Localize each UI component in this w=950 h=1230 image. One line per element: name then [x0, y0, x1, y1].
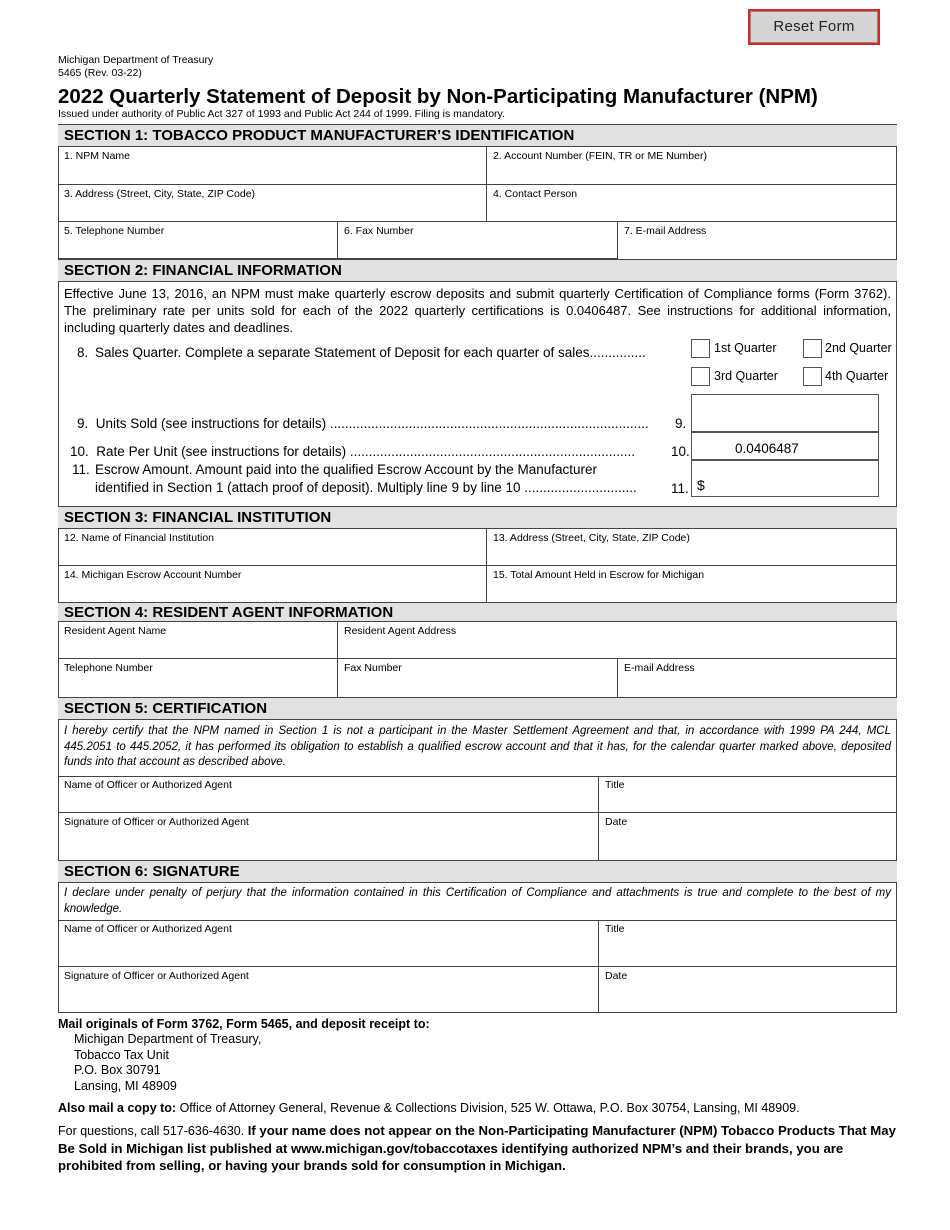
email-label: 7. E-mail Address [624, 225, 707, 237]
agent-phone-cell [58, 659, 338, 697]
mail-address-line3: P.O. Box 30791 [74, 1063, 161, 1077]
sig-title-input[interactable] [599, 934, 897, 966]
line9-row [77, 416, 665, 431]
agent-fax-cell [338, 659, 618, 697]
mail-address-line2: Tobacco Tax Unit [74, 1047, 169, 1062]
address-label: 3. Address (Street, City, State, ZIP Code) [64, 188, 256, 200]
sig-date-input[interactable] [599, 981, 897, 1013]
mail-address-line1: Michigan Department of Treasury, [74, 1032, 262, 1046]
sig-signature-cell [58, 967, 599, 1013]
signature-declaration: I declare under penalty of perjury that the information contained in this Certification of Compliance and attachments is true and complete to the best of my knowledge. [64, 887, 891, 915]
sig-title-cell [599, 920, 897, 967]
agency-name: Michigan Department of Treasury [58, 54, 214, 66]
mail-address-line4: Lansing, MI 48909 [74, 1078, 177, 1093]
address-cell [58, 185, 487, 222]
cert-title-cell [599, 776, 897, 813]
cert-officer-name-label: Name of Officer or Authorized Agent [64, 779, 232, 791]
cert-officer-name-cell [58, 776, 599, 813]
quarter-2-checkbox[interactable] [803, 339, 822, 358]
telephone-cell [58, 222, 338, 259]
agent-address-cell [338, 622, 897, 659]
units-sold-input[interactable] [691, 394, 879, 432]
sig-date-label: Date [605, 970, 628, 982]
line11-number: 11. [72, 462, 90, 477]
line8-text: Sales Quarter. Complete a separate Statement of Deposit for each quarter of sales............... [95, 345, 646, 360]
escrow-amount-input[interactable] [691, 460, 879, 497]
line10-ref: 10. [671, 444, 690, 459]
quarter-1-label: 1st Quarter [714, 341, 777, 355]
agent-fax-label: Fax Number [344, 662, 402, 674]
npm-list-warning: If your name does not appear on the Non-Participating Manufacturer (NPM) Tobacco Products That May Be Sold in Michigan list published at www.michigan.gov/tobaccotaxes identifying authorized NPM’s and their brands, you are prohibited from selling, or having your brands sold for consumption in Michigan. [58, 1123, 896, 1173]
fax-cell [338, 222, 618, 259]
email-input[interactable] [618, 236, 897, 259]
line11-ref: 11. [671, 481, 689, 496]
agent-email-input[interactable] [618, 673, 897, 697]
total-escrow-label: 15. Total Amount Held in Escrow for Michigan [493, 569, 705, 581]
certification-text: I hereby certify that the NPM named in Section 1 is not a participant in the Master Settlement Agreement and that, in accordance with 1999 PA 244, MCL 445.2051 to 445.2052, it has performed its obligation to establish a qualified escrow account and that it has, for the calendar quarter marked above, deposited funds into that account as described above. [64, 725, 891, 768]
sig-officer-name-cell [58, 920, 599, 967]
quarter-4-label: 4th Quarter [825, 369, 889, 383]
total-escrow-cell [487, 566, 897, 603]
fax-label: 6. Fax Number [344, 225, 414, 237]
mail-address [74, 1032, 261, 1094]
questions-phone: For questions, call 517-636-4630. [58, 1124, 248, 1138]
page-title: 2022 Quarterly Statement of Deposit by Non-Participating Manufacturer (NPM) [58, 85, 818, 108]
line11-text-b: identified in Section 1 (attach proof of deposit). Multiply line 9 by line 10 .............................. [95, 480, 637, 495]
agent-address-label: Resident Agent Address [344, 625, 457, 637]
agent-fax-input[interactable] [338, 673, 617, 697]
copy-mail-note [58, 1101, 800, 1117]
contact-person-input[interactable] [487, 199, 897, 221]
cert-signature-input[interactable] [58, 827, 598, 860]
npm-name-cell [58, 147, 487, 185]
copy-mail-text: Office of Attorney General, Revenue & Collections Division, 525 W. Ottawa, P.O. Box 30754, Lansing, MI 48909. [176, 1101, 800, 1115]
account-number-cell [487, 147, 897, 185]
questions-notice [58, 1122, 898, 1174]
line9-text: Units Sold (see instructions for details) ..................................................................................... [95, 416, 649, 431]
sig-officer-name-label: Name of Officer or Authorized Agent [64, 923, 232, 935]
quarter-1-checkbox[interactable] [691, 339, 710, 358]
financial-institution-input[interactable] [58, 543, 486, 565]
quarter-2-label: 2nd Quarter [825, 341, 892, 355]
line9-number: 9. [77, 416, 89, 431]
cert-signature-cell [58, 813, 599, 860]
reset-form-button[interactable]: Reset Form [748, 9, 880, 45]
section3-heading: SECTION 3: FINANCIAL INSTITUTION [58, 506, 897, 529]
institution-address-label: 13. Address (Street, City, State, ZIP Code) [493, 532, 690, 544]
contact-person-cell [487, 185, 897, 222]
cert-title-input[interactable] [599, 790, 897, 812]
telephone-input[interactable] [58, 236, 337, 258]
email-cell [618, 222, 897, 259]
financial-institution-cell [58, 529, 487, 566]
cert-officer-name-input[interactable] [58, 790, 598, 812]
section4-heading: SECTION 4: RESIDENT AGENT INFORMATION [58, 602, 897, 622]
institution-address-cell [487, 529, 897, 566]
agent-address-input[interactable] [338, 636, 897, 658]
agent-email-label: E-mail Address [624, 662, 695, 674]
agent-name-cell [58, 622, 338, 659]
authority-note: Issued under authority of Public Act 327 of 1993 and Public Act 244 of 1999. Filing is mandatory. [58, 108, 505, 120]
form-number: 5465 (Rev. 03-22) [58, 67, 142, 79]
line10-number: 10. [70, 444, 89, 459]
sig-signature-input[interactable] [58, 981, 598, 1013]
sig-date-cell [599, 967, 897, 1013]
cert-date-cell [599, 813, 897, 860]
copy-mail-label: Also mail a copy to: [58, 1101, 177, 1115]
section6-heading: SECTION 6: SIGNATURE [58, 860, 897, 883]
contact-person-label: 4. Contact Person [493, 188, 578, 200]
sig-officer-name-input[interactable] [58, 934, 598, 966]
cert-title-label: Title [605, 779, 625, 791]
npm-name-input[interactable] [58, 161, 486, 184]
agent-name-label: Resident Agent Name [64, 625, 167, 637]
institution-address-input[interactable] [487, 543, 897, 565]
escrow-account-input[interactable] [58, 580, 486, 603]
quarter-3-label: 3rd Quarter [714, 369, 778, 383]
address-input[interactable] [58, 199, 486, 221]
dollar-sign: $ [697, 477, 705, 493]
agent-name-input[interactable] [58, 636, 337, 658]
escrow-account-cell [58, 566, 487, 603]
fax-input[interactable] [338, 236, 617, 258]
line10-text: Rate Per Unit (see instructions for details) ............................................................................ [96, 444, 635, 459]
section2-intro: Effective June 13, 2016, an NPM must make quarterly escrow deposits and submit quarterly Certification of Compliance forms (Form 3762). The preliminary rate per units sold for each of the 2022 quarterly certifications is 0.0406487. See instructions for additional information, including quarterly dates and deadlines. [64, 286, 891, 335]
telephone-label: 5. Telephone Number [64, 225, 165, 237]
escrow-account-label: 14. Michigan Escrow Account Number [64, 569, 242, 581]
rate-per-unit-value: 0.0406487 [735, 441, 799, 456]
line11-text-a: Escrow Amount. Amount paid into the qualified Escrow Account by the Manufacturer [95, 462, 598, 477]
npm-name-label: 1. NPM Name [64, 150, 130, 162]
total-escrow-input[interactable] [487, 580, 897, 603]
mail-heading: Mail originals of Form 3762, Form 5465, and deposit receipt to: [58, 1017, 430, 1031]
financial-institution-label: 12. Name of Financial Institution [64, 532, 214, 544]
agent-phone-label: Telephone Number [64, 662, 153, 674]
cert-date-input[interactable] [599, 827, 897, 860]
quarter-4-checkbox[interactable] [803, 367, 822, 386]
cert-signature-label: Signature of Officer or Authorized Agent [64, 816, 249, 828]
sig-signature-label: Signature of Officer or Authorized Agent [64, 970, 249, 982]
agent-email-cell [618, 659, 897, 697]
rate-per-unit-field [691, 432, 879, 460]
section2-heading: SECTION 2: FINANCIAL INFORMATION [58, 259, 897, 282]
line10-row [70, 444, 658, 459]
cert-date-label: Date [605, 816, 628, 828]
section1-heading: SECTION 1: TOBACCO PRODUCT MANUFACTURER’S IDENTIFICATION [58, 124, 897, 147]
agent-phone-input[interactable] [58, 673, 337, 697]
quarter-3-checkbox[interactable] [691, 367, 710, 386]
account-number-input[interactable] [487, 161, 897, 184]
section5-heading: SECTION 5: CERTIFICATION [58, 697, 897, 720]
line9-ref: 9. [675, 416, 687, 431]
account-number-label: 2. Account Number (FEIN, TR or ME Number) [493, 150, 707, 162]
line8-number: 8. [77, 345, 89, 360]
sig-title-label: Title [605, 923, 625, 935]
